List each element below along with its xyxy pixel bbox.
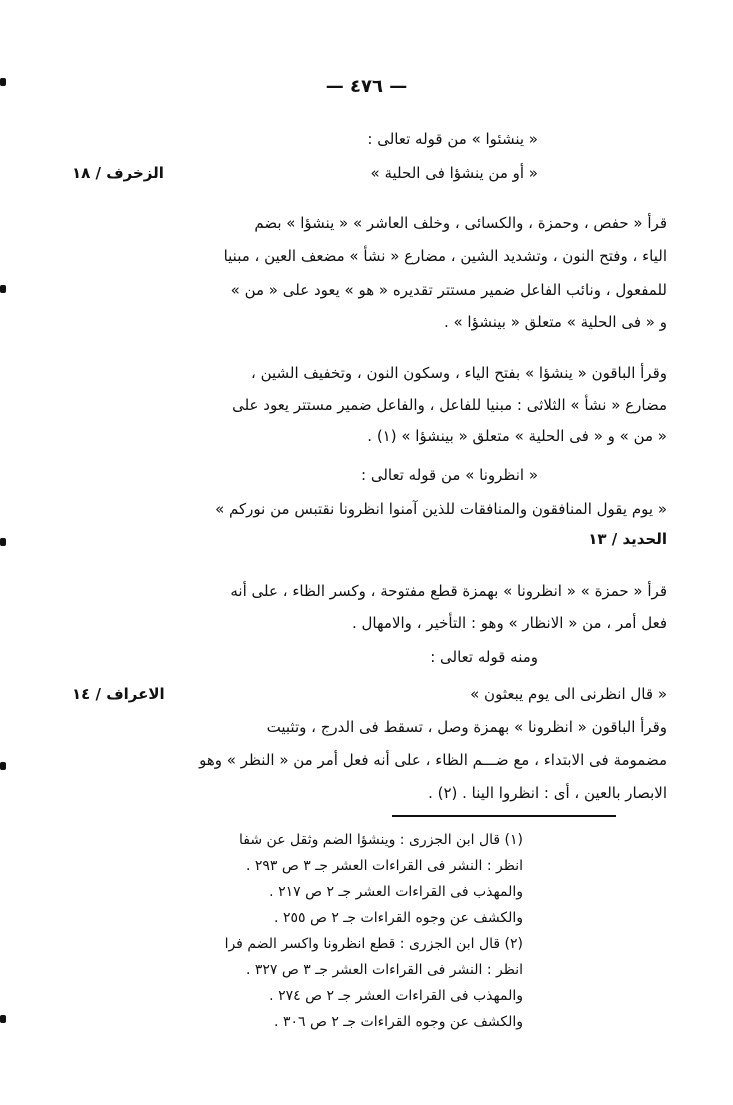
scan-mark (0, 538, 6, 546)
verse-quote-line: « أو من ينشؤا فى الحلية » (370, 164, 538, 182)
body-text-line: ومنه قوله تعالى : (430, 648, 538, 666)
footnote-line: (٢) قال ابن الجزرى : قطع انظرونا واكسر الضم فرا (224, 936, 523, 952)
page-number: — ٤٧٦ — (325, 76, 408, 97)
footnote-line: انظر : النشر فى القراءات العشر جـ ٣ ص ٣٢٧ . (245, 962, 523, 978)
footnote-separator (392, 815, 616, 817)
body-text-line: للمفعول ، ونائب الفاعل ضمير مستتر تقديره « هو » يعود على « من » (230, 281, 667, 299)
body-text-line: مضمومة فى الابتداء ، مع ضـــم الظاء ، على أنه فعل أمر من « النظر » وهو (199, 751, 667, 769)
footnote-line: والكشف عن وجوه القراءات جـ ٢ ص ٢٥٥ . (274, 910, 523, 926)
scan-mark (0, 1015, 6, 1023)
footnote-line: والمهذب فى القراءات العشر جـ ٢ ص ٢٧٤ . (269, 988, 523, 1004)
footnote-line: والمهذب فى القراءات العشر جـ ٢ ص ٢١٧ . (269, 884, 523, 900)
body-text-line: قرأ « حمزة » « انظرونا » بهمزة قطع مفتوحة ، وكسر الظاء ، على أنه (230, 582, 667, 600)
verse-intro-line: « انظرونا » من قوله تعالى : (361, 466, 538, 484)
body-text-line: « من » و « فى الحلية » متعلق « بينشؤا » (١) . (367, 427, 667, 445)
body-text-line: فعل أمر ، من « الانظار » وهو : التأخير ، والامهال . (352, 614, 667, 632)
body-text-line: وقرأ الباقون « ينشؤا » بفتح الياء ، وسكون النون ، وتخفيف الشين ، (250, 364, 667, 382)
body-text-line: مضارع « نشأ » الثلاثى : مبنيا للفاعل ، والفاعل ضمير مستتر يعود على (232, 396, 667, 414)
footnote-line: (١) قال ابن الجزرى : وينشؤا الضم وثقل عن شفا (239, 832, 523, 848)
verse-reference: الحديد / ١٣ (588, 530, 667, 548)
verse-intro-line: « ينشئوا » من قوله تعالى : (367, 130, 538, 148)
verse-quote-line: « يوم يقول المنافقون والمنافقات للذين آمنوا انظرونا نقتبس من نوركم » (215, 500, 667, 518)
body-text-line: الياء ، وفتح النون ، وتشديد الشين ، مضارع « نشأ » مضعف العين ، مبنيا (223, 247, 667, 265)
scan-mark (0, 78, 6, 86)
body-text-line: و « فى الحلية » متعلق « بينشؤا » . (443, 313, 667, 331)
verse-reference: الاعراف / ١٤ (72, 685, 165, 703)
body-text-line: الابصار بالعين ، أى : انظروا الينا . (٢) . (428, 784, 667, 802)
footnote-line: انظر : النشر فى القراءات العشر جـ ٣ ص ٢٩٣ . (245, 858, 523, 874)
scan-mark (0, 762, 6, 770)
verse-reference: الزخرف / ١٨ (72, 164, 164, 182)
scan-mark (0, 285, 6, 293)
verse-quote-line: « قال انظرنى الى يوم يبعثون » (470, 685, 667, 703)
footnote-line: والكشف عن وجوه القراءات جـ ٢ ص ٣٠٦ . (274, 1014, 523, 1030)
body-text-line: قرأ « حفص ، وحمزة ، والكسائى ، وخلف العاشر » « ينشؤا » بضم (254, 214, 667, 232)
body-text-line: وقرأ الباقون « انظرونا » بهمزة وصل ، تسقط فى الدرج ، وتثبيت (266, 718, 667, 736)
